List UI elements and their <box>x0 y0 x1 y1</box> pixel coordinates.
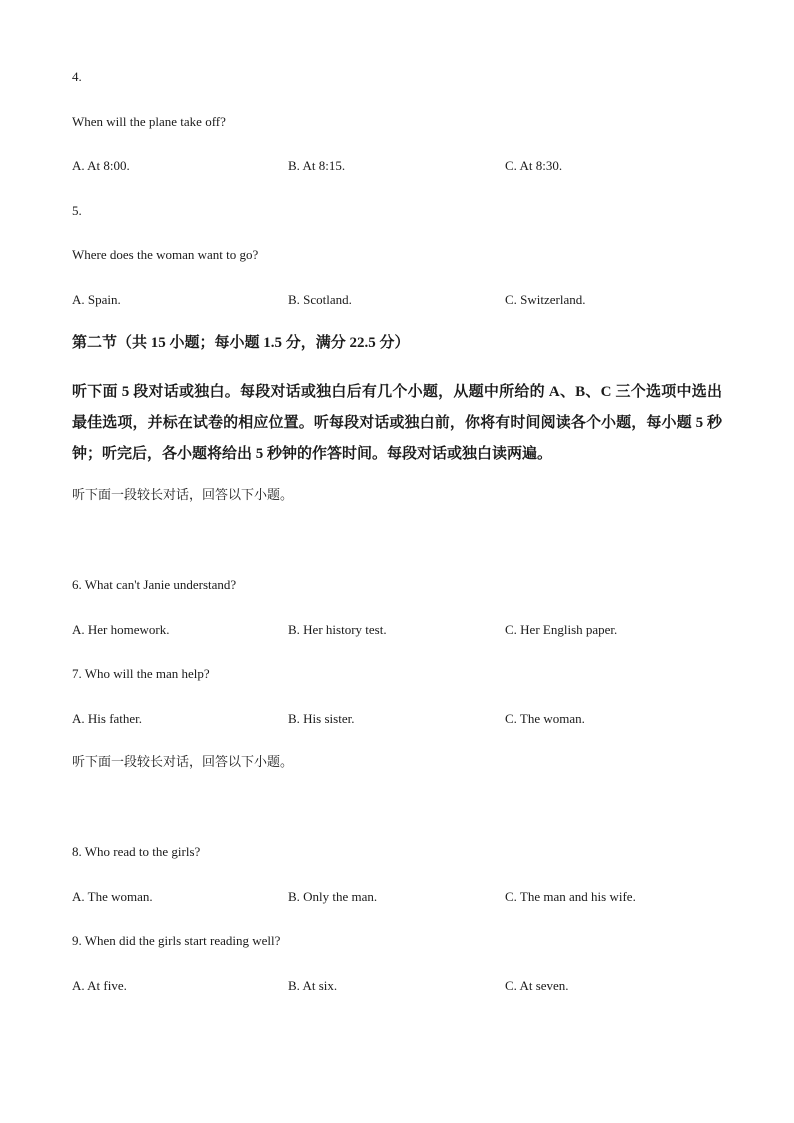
question-6-option-c: C. Her English paper. <box>505 622 618 637</box>
question-5-option-a: A. Spain. <box>72 292 121 307</box>
question-4-number: 4. <box>72 69 82 84</box>
question-6-option-a: A. Her homework. <box>72 622 170 637</box>
dialog-2-intro: 听下面一段较长对话，回答以下小题。 <box>72 754 294 769</box>
section-2-instructions: 听下面 5 段对话或独白。每段对话或独白后有几个小题，从题中所给的 A、B、C 三个选项中选出最佳选项，并标在试卷的相应位置。听每段对话或独白前，你将有时间阅读各个小题，每小题 5 秒钟；听完后，各小题将给出 5 秒钟的作答时间。每段对话或独白读两遍。 <box>72 384 722 462</box>
dialog-1-intro: 听下面一段较长对话，回答以下小题。 <box>72 487 294 502</box>
question-8-option-a: A. The woman. <box>72 889 153 904</box>
question-9-option-c: C. At seven. <box>505 978 569 993</box>
question-9-option-b: B. At six. <box>288 978 338 993</box>
question-4-option-b: B. At 8:15. <box>288 158 346 173</box>
question-9-text: 9. When did the girls start reading well? <box>72 933 281 948</box>
question-4-options <box>72 158 732 174</box>
section-2-heading: 第二节（共 15 小题；每小题 1.5 分，满分 22.5 分） <box>72 335 410 351</box>
question-5-option-c: C. Switzerland. <box>505 292 586 307</box>
question-7-option-b: B. His sister. <box>288 711 355 726</box>
question-5-text: Where does the woman want to go? <box>72 247 259 262</box>
question-6-text: 6. What can't Janie understand? <box>72 577 237 592</box>
question-7-options <box>72 711 732 727</box>
question-6-options <box>72 622 732 638</box>
question-5-number: 5. <box>72 203 82 218</box>
question-7-text: 7. Who will the man help? <box>72 666 210 681</box>
question-5-options <box>72 292 732 308</box>
question-4-text: When will the plane take off? <box>72 114 226 129</box>
question-4-option-a: A. At 8:00. <box>72 158 130 173</box>
question-8-text: 8. Who read to the girls? <box>72 844 201 859</box>
question-9-option-a: A. At five. <box>72 978 127 993</box>
question-5-option-b: B. Scotland. <box>288 292 352 307</box>
question-8-option-b: B. Only the man. <box>288 889 378 904</box>
question-8-options <box>72 889 732 905</box>
question-6-option-b: B. Her history test. <box>288 622 387 637</box>
question-9-options <box>72 978 732 994</box>
question-7-option-a: A. His father. <box>72 711 143 726</box>
question-7-option-c: C. The woman. <box>505 711 585 726</box>
question-8-option-c: C. The man and his wife. <box>505 889 636 904</box>
question-4-option-c: C. At 8:30. <box>505 158 563 173</box>
